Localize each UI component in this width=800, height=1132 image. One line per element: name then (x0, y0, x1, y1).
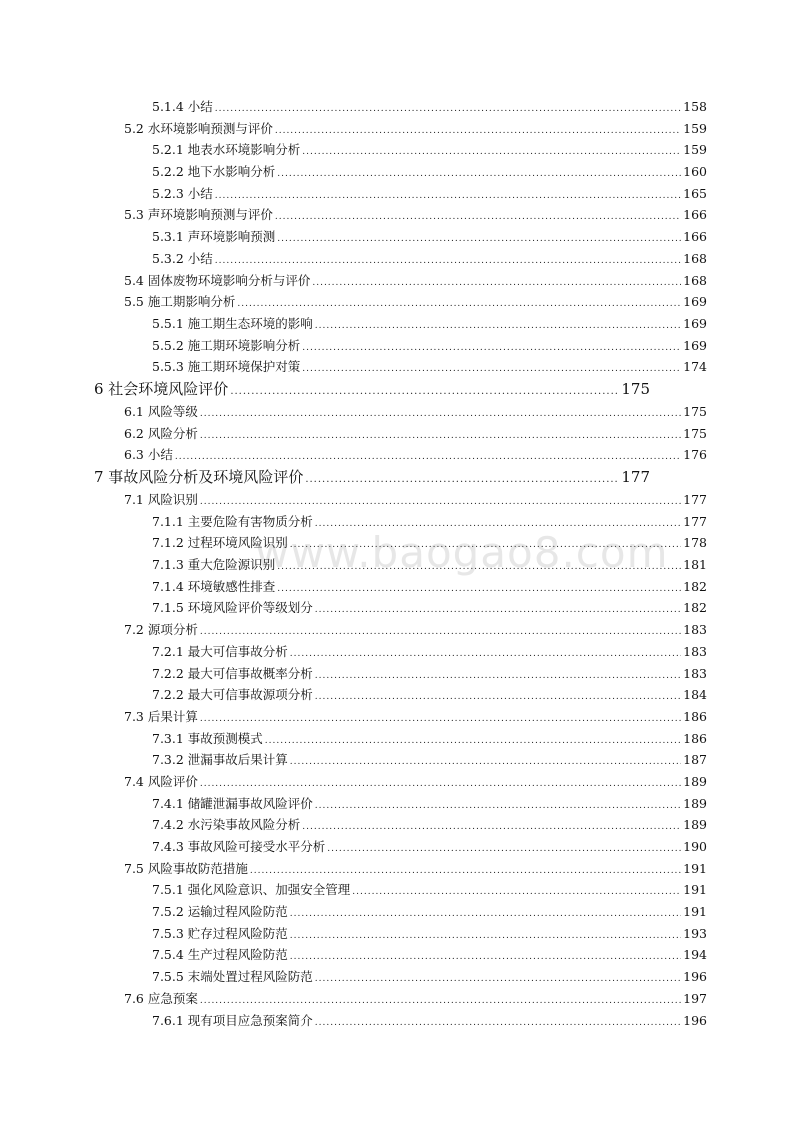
toc-leader-dots (315, 969, 681, 991)
toc-entry[interactable] (0, 619, 707, 641)
toc-entry[interactable] (0, 576, 707, 598)
toc-entry[interactable] (0, 597, 707, 619)
toc-entry-page-number: 175 (683, 403, 707, 419)
toc-entry-title: 7.1 风险识别 (124, 492, 198, 507)
toc-entry[interactable] (0, 161, 707, 183)
toc-entry-page-number: 186 (683, 708, 707, 724)
toc-entry-title: 7.2 源项分析 (124, 622, 198, 638)
toc-leader-dots (352, 882, 681, 904)
toc-entry[interactable] (0, 663, 707, 685)
toc-entry-page-number: 184 (683, 687, 707, 703)
toc-entry[interactable] (0, 466, 650, 489)
toc-entry[interactable] (0, 204, 707, 226)
toc-entry-title: 6 社会环境风险评价 (94, 379, 229, 398)
toc-entry-page-number: 178 (683, 535, 707, 551)
toc-entry[interactable] (0, 401, 707, 423)
toc-leader-dots (290, 904, 681, 926)
toc-entry[interactable] (0, 183, 707, 205)
toc-entry[interactable] (0, 489, 707, 511)
toc-entry-title: 7.1.1 主要危险有害物质分析 (152, 513, 313, 529)
toc-entry[interactable] (0, 944, 707, 966)
toc-entry[interactable] (0, 444, 707, 466)
toc-entry[interactable] (0, 706, 707, 728)
toc-entry-page-number: 175 (683, 425, 707, 441)
toc-entry-title: 7.4.2 水污染事故风险分析 (152, 817, 301, 833)
toc-entry-title: 7.3.1 事故预测模式 (152, 730, 263, 746)
toc-leader-dots (302, 817, 681, 839)
toc-entry-title: 5.5 施工期影响分析 (124, 294, 236, 310)
toc-entry-title: 7.4.1 储罐泄漏事故风险评价 (152, 795, 313, 811)
toc-entry-title: 7.3 后果计算 (124, 708, 198, 724)
toc-leader-dots (302, 142, 681, 164)
toc-leader-dots (215, 99, 681, 121)
toc-entry-page-number: 193 (683, 925, 707, 941)
toc-entry-page-number: 159 (683, 120, 707, 136)
toc-entry-page-number: 194 (683, 947, 707, 963)
toc-leader-dots (315, 666, 681, 688)
toc-entry[interactable] (0, 641, 707, 663)
toc-entry[interactable] (0, 728, 707, 750)
toc-leader-dots (290, 947, 681, 969)
toc-entry[interactable] (0, 749, 707, 771)
toc-leader-dots (230, 380, 619, 403)
toc-entry-title: 5.3 声环境影响预测与评价 (124, 207, 273, 223)
toc-leader-dots (215, 186, 681, 208)
toc-entry-page-number: 166 (683, 229, 707, 245)
toc-entry-page-number: 191 (683, 904, 707, 920)
toc-entry-title: 5.2.1 地表水环境影响分析 (152, 142, 301, 158)
toc-entry[interactable] (0, 858, 707, 880)
toc-entry-title: 7.5.1 强化风险意识、加强安全管理 (152, 882, 351, 898)
toc-entry-page-number: 168 (683, 250, 707, 266)
toc-entry-page-number: 177 (683, 513, 707, 529)
toc-entry-title: 7.2.2 最大可信事故概率分析 (152, 665, 313, 681)
toc-leader-dots (315, 316, 681, 338)
toc-entry-page-number: 190 (683, 839, 707, 854)
toc-entry-page-number: 189 (683, 817, 707, 833)
toc-entry-title: 6.2 风险分析 (124, 425, 198, 441)
toc-entry-page-number: 165 (683, 185, 707, 201)
toc-leader-dots (277, 164, 681, 186)
toc-entry-page-number: 187 (683, 752, 707, 768)
watermark: www.baogao8.com (255, 528, 669, 577)
toc-leader-dots (200, 404, 681, 426)
toc-entry[interactable] (0, 901, 707, 923)
toc-leader-dots (290, 535, 681, 557)
toc-entry-title: 7.2.1 最大可信事故分析 (152, 643, 288, 659)
toc-entry[interactable] (0, 923, 707, 945)
toc-entry[interactable] (0, 118, 707, 140)
toc-leader-dots (315, 687, 681, 709)
toc-leader-dots (302, 338, 681, 360)
toc-entry-page-number: 175 (621, 379, 650, 398)
toc-entry-title: 7.1.5 环境风险评价等级划分 (152, 600, 313, 616)
toc-entry-page-number: 169 (683, 294, 707, 310)
toc-entry-title: 7.2.2 最大可信事故源项分析 (152, 687, 313, 703)
toc-entry-title: 7.5.5 末端处置过程风险防范 (152, 969, 313, 985)
toc-entry-title: 7.4 风险评价 (124, 773, 198, 789)
toc-entry[interactable] (0, 378, 650, 401)
toc-entry-title: 5.2.3 小结 (152, 185, 213, 201)
toc-entry-page-number: 186 (683, 730, 707, 746)
toc-entry-page-number: 196 (683, 969, 707, 985)
toc-entry[interactable] (0, 836, 707, 858)
toc-leader-dots (315, 796, 681, 818)
toc-leader-dots (305, 468, 619, 491)
toc-entry-title: 7.5.2 运输过程风险防范 (152, 904, 288, 920)
toc-leader-dots (265, 731, 681, 753)
toc-entry-page-number: 183 (683, 643, 707, 659)
toc-leader-dots (277, 229, 681, 251)
toc-entry-page-number: 176 (683, 447, 707, 463)
toc-entry-page-number: 177 (683, 492, 707, 507)
toc-entry-title: 6.1 风险等级 (124, 403, 198, 419)
toc-entry-title: 5.5.1 施工期生态环境的影响 (152, 315, 313, 331)
toc-entry-page-number: 169 (683, 337, 707, 353)
toc-leader-dots (277, 557, 681, 579)
toc-entry[interactable] (0, 335, 707, 357)
toc-entry-title: 5.3.1 声环境影响预测 (152, 229, 276, 245)
toc-entry-title: 5.2.2 地下水影响分析 (152, 164, 276, 180)
toc-entry-title: 7.5.3 贮存过程风险防范 (152, 925, 288, 941)
toc-entry[interactable] (0, 879, 707, 901)
toc-entry-page-number: 160 (683, 164, 707, 180)
toc-entry[interactable] (0, 814, 707, 836)
toc-entry-title: 7 事故风险分析及环境风险评价 (94, 468, 304, 486)
toc-entry[interactable] (0, 291, 707, 313)
toc-leader-dots (275, 207, 681, 229)
toc-entry-title: 5.5.3 施工期环境保护对策 (152, 359, 301, 375)
toc-leader-dots (290, 926, 681, 948)
toc-entry-page-number: 182 (683, 600, 707, 616)
toc-entry-page-number: 191 (683, 882, 707, 898)
toc-entry-page-number: 174 (683, 359, 707, 375)
toc-entry-title: 7.4.3 事故风险可接受水平分析 (152, 839, 326, 854)
toc-leader-dots (275, 121, 681, 143)
toc-entry[interactable] (0, 270, 707, 292)
toc-entry-title: 5.3.2 小结 (152, 250, 213, 266)
toc-entry-page-number: 159 (683, 142, 707, 158)
toc-entry-page-number: 177 (621, 468, 650, 486)
toc-entry-page-number: 191 (683, 860, 707, 876)
toc-entry-page-number: 169 (683, 315, 707, 331)
toc-entry-title: 7.1.4 环境敏感性排查 (152, 578, 276, 594)
toc-entry[interactable] (0, 771, 707, 793)
toc-entry-page-number: 181 (683, 557, 707, 573)
toc-entry-title: 7.3.2 泄漏事故后果计算 (152, 752, 288, 768)
toc-leader-dots (315, 514, 681, 536)
toc-entry-page-number: 182 (683, 578, 707, 594)
toc-entry-title: 5.1.4 小结 (152, 99, 213, 114)
toc-entry[interactable] (0, 356, 707, 378)
toc-leader-dots (312, 273, 681, 295)
toc-entry-page-number: 166 (683, 207, 707, 223)
toc-leader-dots (200, 426, 681, 448)
toc-entry-page-number: 168 (683, 272, 707, 288)
toc-entry-title: 7.6.1 现有项目应急预案简介 (152, 1012, 313, 1028)
toc-leader-dots (315, 600, 681, 622)
toc-entry-page-number: 183 (683, 665, 707, 681)
toc-entry-title: 5.4 固体废物环境影响分析与评价 (124, 272, 311, 288)
toc-entry[interactable] (0, 554, 707, 576)
toc-entry-title: 7.5 风险事故防范措施 (124, 860, 248, 876)
toc-leader-dots (277, 579, 681, 601)
toc-leader-dots (200, 709, 681, 731)
toc-entry[interactable] (0, 248, 707, 270)
toc-entry-title: 5.5.2 施工期环境影响分析 (152, 337, 301, 353)
toc-entry[interactable] (0, 511, 707, 533)
toc-entry-page-number: 189 (683, 795, 707, 811)
toc-entry-page-number: 189 (683, 773, 707, 789)
toc-entry[interactable] (0, 684, 707, 706)
toc-entry[interactable] (0, 423, 707, 445)
toc-leader-dots (315, 1013, 681, 1035)
toc-entry-page-number: 158 (683, 99, 707, 114)
toc-entry[interactable] (0, 139, 707, 161)
toc-entry-title: 6.3 小结 (124, 447, 173, 463)
toc-entry-title: 7.6 应急预案 (124, 990, 198, 1006)
toc-entry-title: 5.2 水环境影响预测与评价 (124, 120, 273, 136)
toc-entry[interactable] (0, 988, 707, 1010)
toc-entry[interactable] (0, 226, 707, 248)
toc-entry-page-number: 197 (683, 990, 707, 1006)
toc-leader-dots (290, 752, 681, 774)
toc-leader-dots (290, 644, 681, 666)
toc-entry[interactable] (0, 793, 707, 815)
toc-entry[interactable] (0, 313, 707, 335)
toc-entry-title: 7.5.4 生产过程风险防范 (152, 947, 288, 963)
toc-entry-page-number: 183 (683, 622, 707, 638)
toc-entry[interactable] (0, 966, 707, 988)
toc-entry-page-number: 196 (683, 1012, 707, 1028)
toc-entry-title: 7.1.2 过程环境风险识别 (152, 535, 288, 551)
table-of-contents (0, 96, 800, 1031)
toc-entry[interactable] (0, 532, 707, 554)
toc-entry[interactable] (0, 1010, 707, 1032)
toc-entry[interactable] (0, 96, 707, 118)
toc-leader-dots (327, 839, 681, 861)
toc-entry-title: 7.1.3 重大危险源识别 (152, 557, 276, 573)
